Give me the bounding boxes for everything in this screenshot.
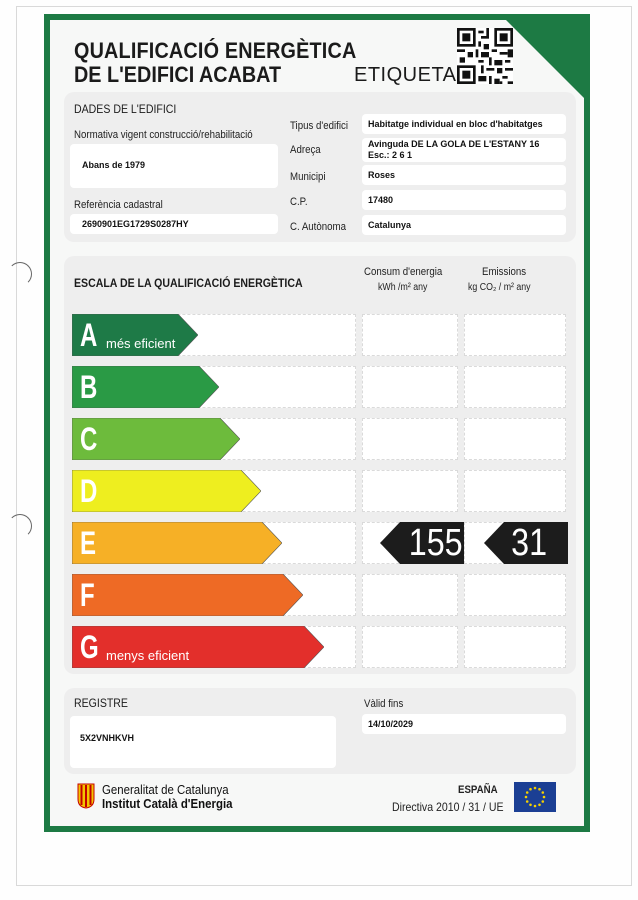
class-bar-e — [72, 522, 282, 564]
eu-star — [529, 788, 532, 791]
country: ESPAÑA — [458, 784, 498, 796]
scale-panel — [64, 256, 576, 674]
regulation-value: Abans de 1979 — [82, 160, 146, 170]
title-line2: DE L'EDIFICI ACABAT — [74, 62, 282, 87]
emissions-cell — [464, 418, 566, 460]
eu-star — [538, 803, 541, 806]
qr-code-icon — [457, 28, 513, 84]
municipality-field — [362, 165, 566, 185]
eu-star — [526, 800, 529, 803]
directive: Directiva 2010 / 31 / UE — [392, 800, 504, 814]
class-letter: D — [80, 473, 98, 509]
eu-star — [543, 796, 546, 799]
eu-star — [525, 796, 528, 799]
address-value-line1: Avinguda DE LA GOLA DE L'ESTANY 16 — [368, 139, 540, 149]
emissions-header: Emissions — [482, 266, 527, 278]
class-bar-f — [72, 574, 303, 616]
registry-value: 5X2VNHKVH — [80, 733, 135, 743]
org-line2: Institut Català d'Energia — [102, 796, 233, 811]
cadastral-field — [70, 214, 278, 234]
org-line1: Generalitat de Catalunya — [102, 782, 229, 797]
type-field — [362, 114, 566, 134]
building-data-panel — [64, 92, 576, 242]
consumption-cell — [362, 314, 458, 356]
address-label: Adreça — [290, 144, 321, 156]
emissions-marker — [484, 522, 568, 564]
class-note: menys eficient — [106, 648, 190, 663]
eu-star — [541, 791, 544, 794]
class-letter: G — [80, 629, 99, 665]
class-bar-g — [72, 626, 324, 668]
eu-star — [534, 787, 537, 790]
punch-hole — [8, 514, 32, 538]
class-bar-d — [72, 470, 261, 512]
registry-panel — [64, 688, 576, 774]
scale-section-title: ESCALA DE LA QUALIFICACIÓ ENERGÈTICA — [74, 276, 303, 290]
cadastral-value: 2690901EG1729S0287HY — [82, 219, 189, 229]
title-line1: QUALIFICACIÓ ENERGÈTICA — [74, 38, 357, 63]
address-field — [362, 138, 566, 162]
regulation-field — [70, 144, 278, 188]
cadastral-label: Referència cadastral — [74, 199, 163, 211]
municipality-label: Municipi — [290, 171, 326, 183]
eu-star — [526, 791, 529, 794]
consumption-cell — [362, 366, 458, 408]
consumption-marker — [380, 522, 464, 564]
valid-field — [362, 714, 566, 734]
class-note: més eficient — [106, 336, 176, 351]
registry-title: REGISTRE — [74, 696, 128, 710]
consumption-cell — [362, 574, 458, 616]
address-value-line2: Esc.: 2 6 1 — [368, 150, 413, 160]
emissions-cell — [464, 574, 566, 616]
regulation-label: Normativa vigent construcció/rehabilitació — [74, 129, 253, 141]
emissions-cell — [464, 470, 566, 512]
consumption-unit: kWh /m² any — [378, 282, 428, 293]
class-letter: F — [80, 577, 95, 613]
region-value: Catalunya — [368, 220, 412, 230]
type-label: Tipus d'edifici — [290, 120, 348, 132]
class-bar-c — [72, 418, 240, 460]
consumption-cell — [362, 626, 458, 668]
emissions-cell — [464, 626, 566, 668]
punch-hole — [8, 262, 32, 286]
etiqueta-label: ETIQUETA — [354, 64, 457, 86]
type-value: Habitatge individual en bloc d'habitatges — [368, 119, 543, 129]
corner-triangle — [500, 14, 590, 104]
class-letter: C — [80, 421, 98, 457]
postcode-field — [362, 190, 566, 210]
valid-label: Vàlid fins — [364, 698, 404, 710]
eu-star — [534, 805, 537, 808]
valid-value: 14/10/2029 — [368, 719, 414, 729]
emissions-cell — [464, 366, 566, 408]
region-field — [362, 215, 566, 235]
postcode-label: C.P. — [290, 196, 308, 208]
class-letter: E — [80, 525, 97, 561]
region-label: C. Autònoma — [290, 221, 346, 233]
postcode-value: 17480 — [368, 195, 394, 205]
eu-star — [538, 788, 541, 791]
emissions-unit: kg CO₂ / m² any — [468, 282, 531, 293]
emissions-marker-value: 31 — [511, 522, 548, 564]
consumption-header: Consum d'energia — [364, 266, 443, 278]
consumption-marker-value: 155 — [408, 522, 463, 564]
class-bar-a — [72, 314, 198, 356]
class-letter: A — [80, 317, 98, 353]
class-bar-b — [72, 366, 219, 408]
building-section-title: DADES DE L'EDIFICI — [74, 102, 177, 116]
emissions-cell — [464, 314, 566, 356]
municipality-value: Roses — [368, 170, 396, 180]
eu-star — [541, 800, 544, 803]
registry-field — [70, 716, 336, 768]
consumption-cell — [362, 418, 458, 460]
class-letter: B — [80, 369, 98, 405]
energy-label — [44, 14, 590, 832]
eu-flag-icon — [514, 782, 556, 812]
eu-star — [529, 803, 532, 806]
consumption-cell — [362, 470, 458, 512]
generalitat-logo-icon — [76, 783, 96, 809]
